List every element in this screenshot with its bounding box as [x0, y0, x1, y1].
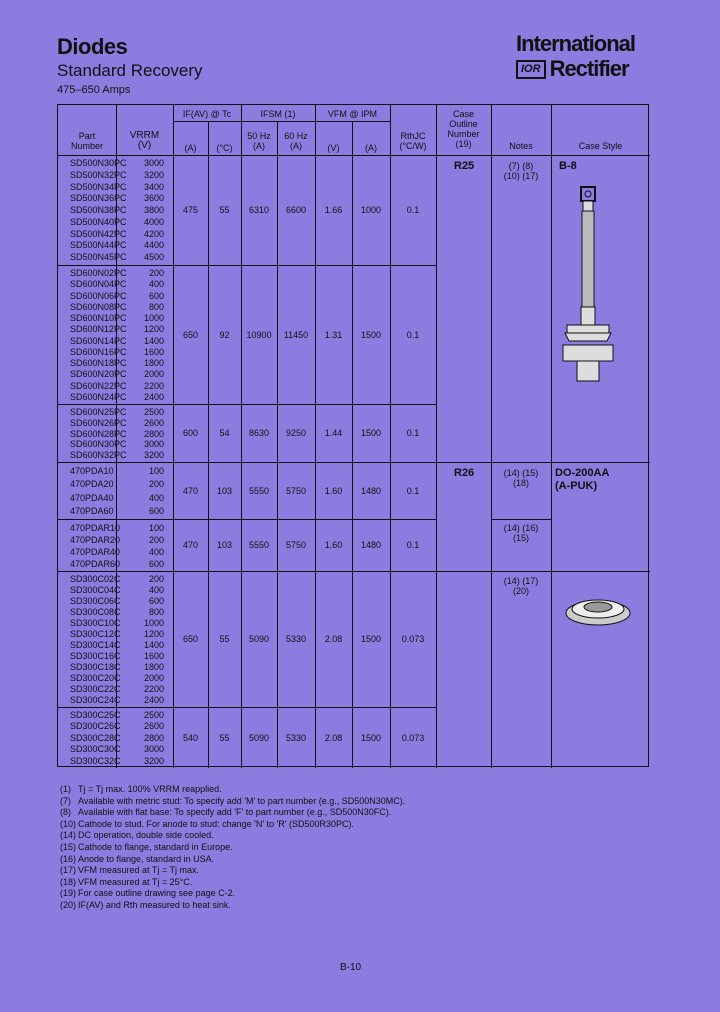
part-number-list [70, 158, 127, 264]
footnote-text: Cathode to stud. For anode to stud: change 'N' to 'R' (SD500R30PC). [78, 818, 355, 829]
part-number: SD300C25C [70, 710, 121, 720]
footnote [60, 854, 405, 866]
part-number: SD300C24C [70, 695, 121, 705]
value-tc: 92 [219, 329, 230, 340]
case-outline-divider [436, 462, 650, 463]
table-col-divider [208, 121, 209, 768]
vrrm-value: 800 [148, 607, 164, 617]
vrrm-value: 200 [148, 535, 164, 545]
value-ifav: 475 [182, 205, 199, 215]
vrrm-value: 1800 [143, 662, 164, 672]
value-ifsm60: 5750 [285, 540, 307, 550]
value-ifsm50: 5090 [248, 732, 270, 743]
footnote-number: (16) [60, 853, 77, 864]
vrrm-value: 3000 [143, 439, 164, 450]
footnote-number: (8) [60, 807, 71, 818]
part-number: SD600N32PC [70, 450, 127, 461]
part-number: SD500N42PC [70, 228, 127, 239]
part-number: SD500N44PC [70, 240, 127, 251]
value-ifsm60: 6600 [285, 205, 307, 215]
part-number: SD600N12PC [70, 324, 127, 335]
vrrm-value: 2500 [143, 710, 164, 720]
value-vfm: 1.66 [324, 205, 343, 215]
footnote-number: (1) [60, 784, 71, 794]
header-50hz: 50 Hz (A) [247, 131, 271, 151]
vrrm-value: 1000 [143, 618, 164, 628]
header-subrule [173, 121, 390, 122]
footnote-text: Cathode to flange, standard in Europe. [78, 841, 233, 852]
value-ifav: 650 [182, 329, 199, 340]
stud-diode-icon [559, 185, 619, 385]
part-number: SD300C06C [70, 596, 121, 606]
table-col-divider [277, 121, 278, 768]
value-ifav: 540 [182, 732, 199, 743]
part-number: 470PDA60 [70, 505, 114, 516]
vrrm-value: 1600 [143, 651, 164, 661]
table-col-divider [352, 121, 353, 768]
vrrm-list [126, 465, 164, 518]
vrrm-value: 400 [148, 279, 164, 290]
notes-ref: (14) (15) (18) [503, 468, 539, 488]
footnote-text: For case outline drawing see page C-2. [78, 888, 236, 899]
part-number: SD600N10PC [70, 313, 127, 323]
row-divider [58, 519, 436, 520]
vrrm-value: 100 [148, 466, 164, 476]
part-number: SD300C04C [70, 585, 121, 595]
footnote-number: (19) [60, 888, 77, 899]
part-number-list [70, 407, 127, 461]
part-number: SD300C18C [70, 662, 121, 672]
vrrm-value: 2500 [143, 407, 164, 417]
header-case-style: Case Style [578, 141, 623, 151]
value-ifsm60: 9250 [285, 428, 307, 438]
header-notes: Notes [509, 141, 533, 151]
part-number: SD500N38PC [70, 205, 127, 216]
value-tc: 55 [219, 732, 230, 743]
header-vrrm: VRRM (V) [129, 130, 160, 151]
value-ifsm50: 5550 [248, 485, 270, 496]
footnote-text: VFM measured at Tj = 25°C. [78, 876, 193, 887]
part-number: SD600N14PC [70, 335, 127, 346]
page-number: B-10 [340, 962, 362, 973]
value-ifsm50: 8630 [248, 428, 270, 438]
vrrm-value: 3600 [143, 193, 164, 204]
value-rth: 0.1 [406, 540, 420, 550]
part-number: SD300C26C [70, 721, 121, 732]
value-ifsm50: 5090 [248, 634, 270, 644]
notes-divider [491, 571, 551, 572]
value-vfm: 2.08 [324, 634, 343, 644]
footnotes [60, 784, 405, 912]
vrrm-list [126, 522, 164, 570]
page-subtitle: Standard Recovery [57, 61, 203, 80]
value-vfm: 1.31 [324, 329, 343, 340]
footnote-text: IF(AV) and Rth measured to heat sink. [78, 899, 231, 910]
value-ipm: 1000 [360, 205, 382, 215]
footnote-number: (20) [60, 899, 77, 910]
value-ifav: 470 [182, 485, 199, 496]
part-number: SD600N28PC [70, 428, 127, 439]
notes-ref: (14) (17) (20) [503, 576, 539, 596]
header-ifav: IF(AV) @ Tc [182, 109, 232, 119]
part-number: SD500N40PC [70, 216, 127, 227]
part-number: SD500N45PC [70, 252, 127, 263]
part-number: SD600N22PC [70, 380, 127, 391]
value-ifsm50: 5550 [248, 540, 270, 550]
part-number: SD300C28C [70, 732, 121, 743]
footnote [60, 900, 405, 912]
spec-table [57, 104, 649, 767]
value-rth: 0.073 [401, 634, 425, 644]
part-number: SD600N06PC [70, 290, 127, 301]
header-unit-c: (°C) [216, 143, 233, 153]
vrrm-value: 600 [148, 596, 164, 606]
vrrm-value: 2600 [143, 721, 164, 732]
header-unit-a2: (A) [365, 143, 377, 153]
value-tc: 103 [216, 485, 233, 496]
value-rth: 0.1 [406, 329, 420, 340]
value-vfm: 1.44 [324, 428, 343, 438]
part-number: 470PDA10 [70, 466, 114, 476]
vrrm-value: 3200 [143, 450, 164, 461]
row-divider [58, 707, 436, 708]
footnote-text: VFM measured at Tj = Tj max. [78, 865, 199, 876]
vrrm-value: 2400 [143, 695, 164, 705]
footnote [60, 807, 405, 819]
vrrm-list [126, 407, 164, 461]
value-ipm: 1480 [360, 540, 382, 550]
header-rule [58, 155, 650, 156]
vrrm-value: 1200 [143, 629, 164, 639]
case-outline-number: R25 [454, 160, 475, 172]
value-ipm: 1500 [360, 428, 382, 438]
value-ifsm60: 5330 [285, 634, 307, 644]
part-number: 470PDAR60 [70, 559, 121, 569]
vrrm-value: 4500 [143, 252, 164, 263]
table-col-divider [436, 105, 437, 768]
footnote-number: (15) [60, 841, 77, 852]
footnote [60, 784, 405, 796]
footnote [60, 830, 405, 842]
vrrm-value: 1200 [143, 324, 164, 335]
value-ipm: 1500 [360, 732, 382, 743]
part-number: 470PDA20 [70, 479, 114, 490]
part-number: SD600N04PC [70, 279, 127, 290]
value-rth: 0.1 [406, 485, 420, 496]
case-style: B-8 [559, 160, 577, 172]
vrrm-value: 2800 [143, 732, 164, 743]
part-number: SD600N16PC [70, 346, 127, 357]
part-number: SD300C22C [70, 684, 121, 694]
vrrm-value: 3400 [143, 181, 164, 192]
part-number: SD600N18PC [70, 358, 127, 368]
vrrm-value: 2000 [143, 673, 164, 683]
header-rth: RthJC (°C/W) [399, 131, 427, 151]
footnote [60, 877, 405, 889]
footnote-text: Available with flat base: To specify add 'F' to part number (e.g., SD500N30FC). [78, 807, 392, 818]
part-number-list [70, 574, 121, 706]
value-ifav: 470 [182, 540, 199, 550]
part-number-list [70, 465, 114, 518]
part-number: SD600N25PC [70, 407, 127, 417]
vrrm-list [126, 710, 164, 767]
notes-divider [491, 519, 551, 520]
value-vfm: 2.08 [324, 732, 343, 743]
notes-ref: (14) (16) (15) [503, 523, 539, 543]
part-number: SD500N36PC [70, 193, 127, 204]
table-col-divider [551, 105, 552, 768]
part-number-list [70, 522, 120, 570]
part-number: SD600N26PC [70, 417, 127, 428]
vrrm-value: 2400 [143, 391, 164, 402]
footnote-number: (7) [60, 795, 71, 806]
table-col-divider [491, 105, 492, 768]
vrrm-value: 2800 [143, 428, 164, 439]
vrrm-value: 1400 [143, 640, 164, 650]
part-number: SD300C12C [70, 629, 121, 639]
vrrm-list [126, 574, 164, 706]
footnote [60, 842, 405, 854]
part-number: SD300C08C [70, 607, 121, 617]
vrrm-value: 2200 [143, 380, 164, 391]
value-tc: 55 [219, 205, 230, 215]
header-vfm: VFM @ IPM [327, 109, 378, 119]
value-ifsm60: 5330 [285, 732, 307, 743]
value-ifav: 600 [182, 428, 199, 438]
ior-logo: IOR [516, 60, 546, 79]
vrrm-value: 200 [148, 479, 164, 490]
header-unit-a1: (A) [184, 143, 197, 153]
brand-name-line2: Rectifier [549, 56, 629, 81]
part-number: SD300C10C [70, 618, 121, 628]
notes-ref: (7) (8) (10) (17) [503, 161, 539, 181]
puck-diode-icon [563, 593, 633, 629]
footnote-text: Available with metric stud: To specify add 'M' to part number (e.g., SD500N30MC). [78, 795, 406, 806]
vrrm-list [126, 268, 164, 403]
vrrm-value: 1800 [143, 358, 164, 368]
part-number: SD600N08PC [70, 301, 127, 312]
part-number: SD500N32PC [70, 169, 127, 180]
page-title: Diodes [57, 34, 128, 59]
value-tc: 103 [216, 540, 233, 550]
part-number: SD500N34PC [70, 181, 127, 192]
part-number: SD300C16C [70, 651, 121, 661]
vrrm-value: 4400 [143, 240, 164, 251]
vrrm-value: 3200 [143, 755, 164, 766]
vrrm-value: 3000 [143, 158, 164, 168]
value-vfm: 1.60 [324, 485, 343, 496]
vrrm-value: 200 [148, 574, 164, 584]
vrrm-value: 600 [148, 290, 164, 301]
part-number: SD300C32C [70, 755, 121, 766]
value-ipm: 1500 [360, 329, 382, 340]
row-divider [58, 265, 436, 266]
footnote [60, 819, 405, 831]
part-number: SD300C14C [70, 640, 121, 650]
value-rth: 0.073 [401, 732, 425, 743]
footnote-text: Tj = Tj max. 100% VRRM reapplied. [78, 784, 222, 794]
value-ipm: 1500 [360, 634, 382, 644]
part-number: SD600N30PC [70, 439, 127, 450]
vrrm-value: 100 [148, 523, 164, 533]
part-number: 470PDAR10 [70, 523, 121, 533]
part-number: SD300C02C [70, 574, 121, 584]
value-ipm: 1480 [360, 485, 382, 496]
vrrm-value: 400 [148, 547, 164, 557]
case-outline-number: R26 [454, 467, 475, 479]
part-number-list [70, 710, 121, 767]
header-ifsm: IFSM (1) [260, 109, 296, 119]
part-number: SD300C20C [70, 673, 121, 683]
footnote-text: DC operation, double side cooled. [78, 830, 214, 841]
part-number: SD600N20PC [70, 369, 127, 380]
header-unit-v: (V) [327, 143, 340, 153]
part-number: SD300C30C [70, 744, 121, 755]
footnote [60, 888, 405, 900]
footnote-number: (14) [60, 830, 77, 841]
value-vfm: 1.60 [324, 540, 343, 550]
vrrm-value: 1600 [143, 346, 164, 357]
part-number: SD600N24PC [70, 391, 127, 402]
vrrm-value: 200 [148, 268, 164, 278]
footnote-number: (17) [60, 865, 77, 876]
vrrm-value: 4000 [143, 216, 164, 227]
vrrm-value: 1400 [143, 335, 164, 346]
footnote-text: Anode to flange, standard in USA. [78, 853, 215, 864]
part-number-list [70, 268, 127, 403]
vrrm-value: 3200 [143, 169, 164, 180]
vrrm-value: 600 [148, 505, 164, 516]
vrrm-value: 3800 [143, 205, 164, 216]
brand-logo-row [516, 56, 629, 82]
header-part-number: Part Number [70, 131, 103, 151]
vrrm-value: 4200 [143, 228, 164, 239]
value-tc: 55 [219, 634, 230, 644]
row-divider [58, 571, 650, 572]
brand-name-line1: International [516, 31, 636, 56]
value-ifav: 650 [182, 634, 199, 644]
part-number: 470PDAR40 [70, 547, 121, 557]
vrrm-value: 600 [148, 559, 164, 569]
vrrm-value: 800 [148, 301, 164, 312]
value-ifsm50: 10900 [246, 329, 272, 340]
value-tc: 54 [219, 428, 230, 438]
vrrm-value: 2200 [143, 684, 164, 694]
value-ifsm60: 5750 [285, 485, 307, 496]
vrrm-value: 2000 [143, 369, 164, 380]
vrrm-value: 3000 [143, 744, 164, 755]
footnote [60, 865, 405, 877]
amps-range: 475–650 Amps [57, 84, 131, 96]
vrrm-value: 400 [148, 585, 164, 595]
value-rth: 0.1 [406, 205, 420, 215]
footnote-number: (18) [60, 876, 77, 887]
case-style: DO-200AA (A-PUK) [555, 467, 610, 492]
vrrm-value: 400 [148, 492, 164, 503]
part-number: SD500N30PC [70, 158, 127, 168]
value-ifsm50: 6310 [248, 205, 270, 215]
vrrm-value: 1000 [143, 313, 164, 323]
row-divider [58, 404, 436, 405]
part-number: 470PDAR20 [70, 535, 121, 545]
header-case-outline: Case Outline Number (19) [447, 109, 480, 149]
part-number: 470PDA40 [70, 492, 114, 503]
part-number: SD600N02PC [70, 268, 127, 278]
value-rth: 0.1 [406, 428, 420, 438]
footnote [60, 796, 405, 808]
footnote-number: (10) [60, 818, 77, 829]
vrrm-value: 2600 [143, 417, 164, 428]
vrrm-list [126, 158, 164, 264]
value-ifsm60: 11450 [283, 329, 309, 340]
header-60hz: 60 Hz (A) [284, 131, 308, 151]
